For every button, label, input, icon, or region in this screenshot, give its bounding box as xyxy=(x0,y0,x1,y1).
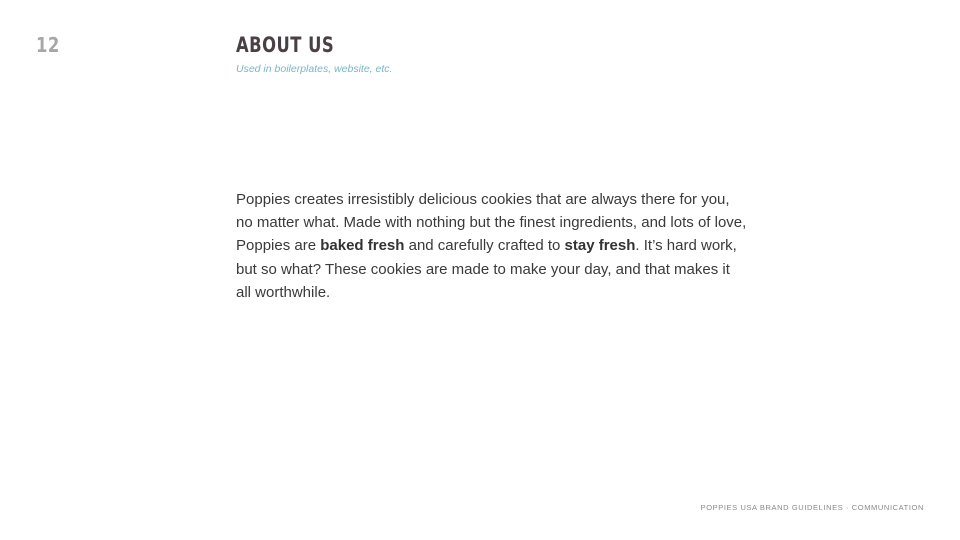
emphasis-stay-fresh: stay fresh xyxy=(564,237,636,255)
paragraph-line-3-end: . It’s hard work, xyxy=(635,237,737,255)
paragraph-line-3-middle: and carefully crafted to xyxy=(404,237,565,255)
page-subtitle: Used in boilerplates, website, etc. xyxy=(236,63,393,75)
paragraph-line-2: no matter what. Made with nothing but the finest ingredients, and lots of love, xyxy=(236,214,747,232)
paragraph-line-3-start: Poppies are xyxy=(236,237,321,255)
emphasis-baked-fresh: baked fresh xyxy=(320,237,405,255)
paragraph-line-5: all worthwhile. xyxy=(236,283,331,301)
about-us-paragraph xyxy=(236,188,776,304)
page-number: 12 xyxy=(36,33,60,57)
paragraph-line-3 xyxy=(236,234,776,257)
footer-label: POPPIES USA BRAND GUIDELINES · COMMUNICATION xyxy=(700,503,924,512)
paragraph-line-4: but so what? These cookies are made to make your day, and that makes it xyxy=(236,260,730,278)
page-title: ABOUT US xyxy=(236,33,335,57)
paragraph-line-1: Poppies creates irresistibly delicious cookies that are always there for you, xyxy=(236,191,730,208)
